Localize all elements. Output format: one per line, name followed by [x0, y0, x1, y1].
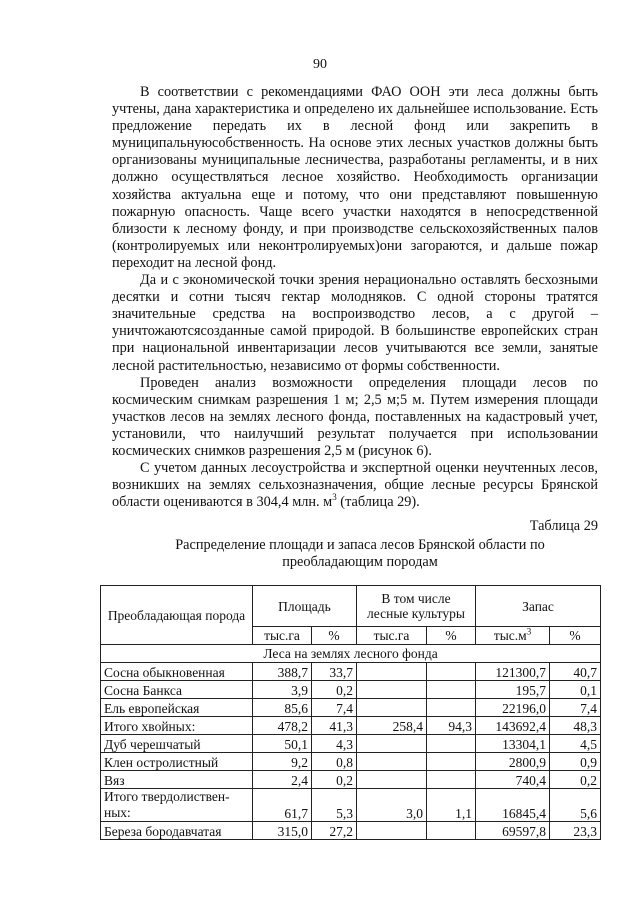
- paragraph-text: С учетом данных лесоустройства и экспертной оценки неучтенных лесов, возникших на землях сельхозназначения, общие лесные ресурсы Брянской области оцениваются в 304,4 млн. м: [112, 460, 598, 511]
- header-unit: %: [550, 627, 601, 645]
- value-cell: [427, 735, 476, 753]
- species-cell: Сосна Банкса: [101, 681, 253, 699]
- value-cell: 48,3: [550, 717, 601, 735]
- header-unit: [476, 627, 550, 645]
- value-cell: 94,3: [427, 717, 476, 735]
- value-cell: [357, 681, 427, 699]
- paragraph: Проведен анализ возможности определения площади лесов по космическим снимкам разрешения 1 м; 2,5 м;5 м. Путем измерения площади участков лесов на землях лесного фонда, поставленных на кадастровый учет, установили, что наилучший результат получается при использовании космических снимков разрешения 2,5 м (рисунок 6).: [112, 374, 598, 459]
- value-cell: [427, 753, 476, 771]
- value-cell: 22196,0: [476, 699, 550, 717]
- table-row: [101, 753, 601, 771]
- species-cell: Сосна обыкновенная: [101, 663, 253, 681]
- value-cell: 40,7: [550, 663, 601, 681]
- page-number: 90: [313, 57, 327, 72]
- value-cell: 69597,8: [476, 822, 550, 840]
- header-unit-text: тыс.м: [493, 628, 527, 643]
- value-cell: [427, 771, 476, 789]
- forest-distribution-table: [100, 585, 601, 840]
- species-cell: Клен остролистный: [101, 753, 253, 771]
- paragraph: [112, 460, 598, 511]
- value-cell: 258,4: [357, 717, 427, 735]
- value-cell: 478,2: [253, 717, 312, 735]
- table-row: [101, 681, 601, 699]
- value-cell: 3,0: [357, 789, 427, 822]
- value-cell: 4,3: [312, 735, 357, 753]
- value-cell: 0,2: [312, 771, 357, 789]
- value-cell: [357, 699, 427, 717]
- species-cell: Дуб черешчатый: [101, 735, 253, 753]
- value-cell: 388,7: [253, 663, 312, 681]
- body-text: [112, 84, 598, 511]
- value-cell: 7,4: [312, 699, 357, 717]
- value-cell: 61,7: [253, 789, 312, 822]
- value-cell: 16845,4: [476, 789, 550, 822]
- table-label: Таблица 29: [529, 518, 598, 534]
- value-cell: 0,8: [312, 753, 357, 771]
- value-cell: 195,7: [476, 681, 550, 699]
- value-cell: 7,4: [550, 699, 601, 717]
- header-forest-crops: В том числе лесные культуры: [357, 586, 476, 627]
- value-cell: 121300,7: [476, 663, 550, 681]
- value-cell: 2,4: [253, 771, 312, 789]
- value-cell: [427, 699, 476, 717]
- value-cell: 50,1: [253, 735, 312, 753]
- species-cell: Итого хвойных:: [101, 717, 253, 735]
- superscript: 3: [332, 492, 337, 503]
- header-species: Преобладающая порода: [101, 586, 253, 645]
- value-cell: 13304,1: [476, 735, 550, 753]
- species-cell: Итого твердолиствен-ных:: [101, 789, 253, 822]
- header-unit: %: [427, 627, 476, 645]
- section-row: [101, 645, 601, 663]
- value-cell: [427, 681, 476, 699]
- species-cell: Вяз: [101, 771, 253, 789]
- header-row: [101, 586, 601, 627]
- value-cell: 0,2: [550, 771, 601, 789]
- value-cell: 5,3: [312, 789, 357, 822]
- table-row: [101, 717, 601, 735]
- paragraph: В соответствии с рекомендациями ФАО ООН эти леса должны быть учтены, дана характеристика и определено их дальнейшее использование. Есть предложение передать их в лесной фонд или закрепить в муниципальнуюсобственность. На основе этих лесных участков должны быть организованы муниципальные лесничества, разработаны регламенты, и в них должно осуществляться лесное хозяйство. Необходимость организации хозяйства актуальна еще и потому, что они представляют повышенную пожарную опасность. Чаще всего участки находятся в непосредственной близости к лесному фонду, и при производстве сельскохозяйственных палов (контролируемых или неконтролируемых)они загораются, и дальше пожар переходит на лесной фонд.: [112, 84, 598, 271]
- value-cell: 0,9: [550, 753, 601, 771]
- section-title: Леса на землях лесного фонда: [101, 645, 601, 663]
- header-unit: %: [312, 627, 357, 645]
- value-cell: 315,0: [253, 822, 312, 840]
- value-cell: 143692,4: [476, 717, 550, 735]
- value-cell: [357, 663, 427, 681]
- header-unit: тыс.га: [357, 627, 427, 645]
- superscript: 3: [526, 626, 532, 637]
- value-cell: 27,2: [312, 822, 357, 840]
- species-cell: Береза бородавчатая: [101, 822, 253, 840]
- value-cell: [357, 771, 427, 789]
- value-cell: [357, 753, 427, 771]
- value-cell: [427, 822, 476, 840]
- value-cell: 85,6: [253, 699, 312, 717]
- table-row: [101, 822, 601, 840]
- table-title: Распределение площади и запаса лесов Брянской области по преобладающим породам: [175, 537, 545, 570]
- value-cell: [357, 735, 427, 753]
- table-row: [101, 789, 601, 822]
- value-cell: 1,1: [427, 789, 476, 822]
- value-cell: 9,2: [253, 753, 312, 771]
- value-cell: 5,6: [550, 789, 601, 822]
- paragraph: Да и с экономической точки зрения нерационально оставлять бесхозными десятки и сотни тысяч гектар молодняков. С одной стороны тратятся значительные средства на воспроизводство лесов, а с другой – уничтожаютсясозданные самой природой. В большинстве европейских стран при национальной инвентаризации лесов учитываются все земли, занятые лесной растительностью, независимо от формы собственности.: [112, 272, 598, 374]
- value-cell: 3,9: [253, 681, 312, 699]
- species-cell: Ель европейская: [101, 699, 253, 717]
- value-cell: 740,4: [476, 771, 550, 789]
- table-row: [101, 699, 601, 717]
- header-unit: тыс.га: [253, 627, 312, 645]
- value-cell: 23,3: [550, 822, 601, 840]
- paragraph-tail: (таблица 29).: [336, 494, 420, 511]
- value-cell: [357, 822, 427, 840]
- header-area: Площадь: [253, 586, 357, 627]
- value-cell: 0,2: [312, 681, 357, 699]
- value-cell: 41,3: [312, 717, 357, 735]
- table-row: [101, 663, 601, 681]
- value-cell: 2800,9: [476, 753, 550, 771]
- table-row: [101, 735, 601, 753]
- value-cell: 0,1: [550, 681, 601, 699]
- value-cell: [427, 663, 476, 681]
- header-stock: Запас: [476, 586, 601, 627]
- table-row: [101, 771, 601, 789]
- value-cell: 4,5: [550, 735, 601, 753]
- value-cell: 33,7: [312, 663, 357, 681]
